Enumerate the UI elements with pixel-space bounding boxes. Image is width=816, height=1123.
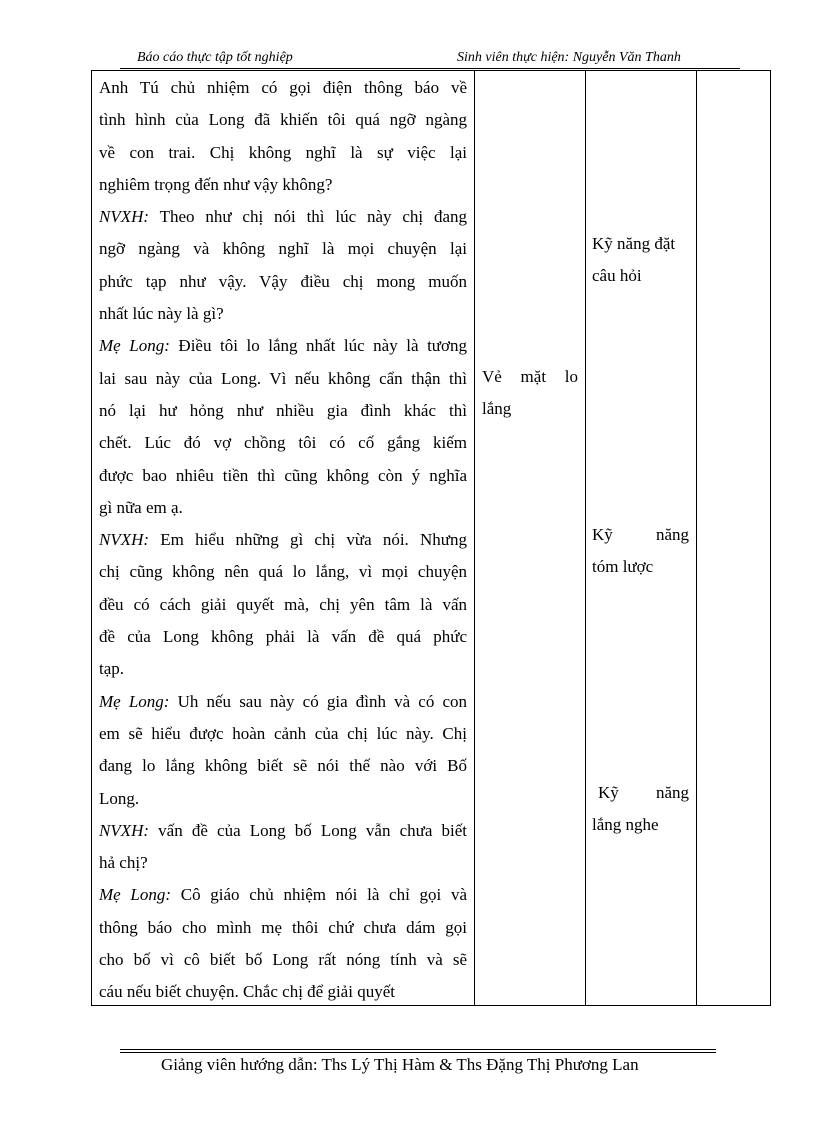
- line-text: hả chị?: [99, 853, 148, 873]
- dialogue-line: [99, 879, 467, 911]
- dialogue-line: [99, 395, 467, 427]
- speaker-label: Mẹ Long:: [99, 691, 170, 711]
- line-text: Điều tôi lo lắng nhất lúc này là tương: [169, 336, 468, 356]
- conversation-table: [91, 70, 771, 1006]
- note-line: Kỹ năng: [598, 783, 689, 802]
- dialogue-line: [99, 783, 467, 815]
- dialogue-line: [99, 556, 467, 588]
- line-text: Theo như chị nói thì lúc này chị đang: [149, 207, 467, 227]
- dialogue-line: [99, 72, 467, 104]
- line-text: được bao nhiêu tiền thì cũng không còn ý nghĩa: [99, 465, 467, 485]
- report-title: Báo cáo thực tập tốt nghiệp: [137, 50, 293, 65]
- note-line: lắng: [482, 399, 512, 419]
- note-line: Vẻ mặt lo: [482, 367, 578, 386]
- dialogue-line: [99, 137, 467, 169]
- dialogue-line: [99, 912, 467, 944]
- dialogue-column: [99, 72, 467, 1009]
- dialogue-line: [99, 686, 467, 718]
- dialogue-line: [99, 976, 467, 1008]
- dialogue-line: [99, 266, 467, 298]
- line-text: thông báo cho mình mẹ thôi chứ chưa dám gọi: [99, 917, 467, 937]
- line-text: cáu nếu biết chuyện. Chắc chị để giải quyết: [99, 982, 395, 1002]
- line-text: Em hiểu những gì chị vừa nói. Nhưng: [149, 530, 467, 550]
- dialogue-line: [99, 524, 467, 556]
- line-text: tạp.: [99, 659, 125, 679]
- line-text: nhất lúc này là gì?: [99, 304, 224, 324]
- skill-note: [592, 228, 690, 293]
- line-text: Uh nếu sau này có gia đình và có con: [169, 691, 468, 711]
- dialogue-line: [99, 944, 467, 976]
- speaker-label: NVXH:: [99, 820, 150, 840]
- note-line: câu hỏi: [592, 266, 642, 286]
- dialogue-line: [99, 201, 467, 233]
- dialogue-line: [99, 847, 467, 879]
- dialogue-line: [99, 427, 467, 459]
- expression-note: [482, 361, 578, 426]
- note-line: Kỹ năng đặt: [592, 234, 676, 253]
- speaker-label: NVXH:: [99, 207, 150, 227]
- column-divider: [474, 71, 475, 1005]
- footer-rule: [120, 1049, 716, 1050]
- line-text: tình hình của Long đã khiến tôi quá ngỡ ngàng: [99, 110, 467, 130]
- dialogue-line: [99, 233, 467, 265]
- line-text: nghiêm trọng đến như vậy không?: [99, 174, 333, 194]
- dialogue-line: [99, 169, 467, 201]
- header-rule: [120, 68, 740, 69]
- footer-rule: [120, 1052, 716, 1053]
- skill-note: [592, 777, 689, 842]
- line-text: cho bố vì cô biết bố Long rất nóng tính và sẽ: [99, 950, 467, 970]
- speaker-label: NVXH:: [99, 530, 150, 550]
- line-text: chết. Lúc đó vợ chồng tôi có cố gắng kiếm: [99, 433, 467, 453]
- line-text: phức tạp như vậy. Vậy điều chị mong muốn: [99, 271, 467, 291]
- line-text: đang lo lắng không biết sẽ nói thế nào với Bố: [99, 756, 467, 776]
- line-text: chị cũng không nên quá lo lắng, vì mọi chuyện: [99, 562, 467, 582]
- column-divider: [585, 71, 586, 1005]
- line-text: em sẽ hiểu được hoàn cảnh của chị lúc này. Chị: [99, 723, 467, 743]
- dialogue-line: [99, 718, 467, 750]
- line-text: đều có cách giải quyết mà, chị yên tâm là vấn: [99, 594, 467, 614]
- note-line: Kỹ năng: [592, 525, 689, 544]
- line-text: gì nữa em ạ.: [99, 497, 183, 517]
- dialogue-line: [99, 104, 467, 136]
- page-header: [120, 50, 740, 70]
- line-text: đề của Long không phải là vấn đề quá phức: [99, 627, 467, 647]
- line-text: Anh Tú chủ nhiệm có gọi điện thông báo về: [99, 78, 467, 97]
- dialogue-line: [99, 460, 467, 492]
- dialogue-line: [99, 589, 467, 621]
- line-text: nó lại hư hỏng như nhiều gia đình khác thì: [99, 400, 467, 420]
- dialogue-line: [99, 330, 467, 362]
- line-text: lai sau này của Long. Vì nếu không cẩn thận thì: [99, 368, 467, 388]
- dialogue-line: [99, 653, 467, 685]
- line-text: Long.: [99, 788, 140, 808]
- line-text: Cô giáo chủ nhiệm nói là chỉ gọi và: [171, 885, 467, 905]
- speaker-label: Mẹ Long:: [99, 885, 172, 905]
- column-divider: [696, 71, 697, 1005]
- note-line: tóm lược: [592, 557, 654, 577]
- dialogue-line: [99, 815, 467, 847]
- dialogue-line: [99, 750, 467, 782]
- student-name: Sinh viên thực hiện: Nguyễn Văn Thanh: [457, 50, 681, 65]
- line-text: vấn đề của Long bố Long vẫn chưa biết: [149, 820, 467, 840]
- line-text: về con trai. Chị không nghĩ là sự việc lại: [99, 142, 467, 162]
- line-text: ngỡ ngàng và không nghĩ là mọi chuyện lại: [99, 239, 467, 259]
- dialogue-line: [99, 298, 467, 330]
- dialogue-line: [99, 621, 467, 653]
- speaker-label: Mẹ Long:: [99, 336, 170, 356]
- dialogue-line: [99, 363, 467, 395]
- dialogue-line: [99, 492, 467, 524]
- supervisor-footer: Giảng viên hướng dẫn: Ths Lý Thị Hàm & Ths Đặng Thị Phương Lan: [161, 1055, 639, 1074]
- skill-note: [592, 519, 689, 584]
- note-line: lắng nghe: [592, 815, 659, 835]
